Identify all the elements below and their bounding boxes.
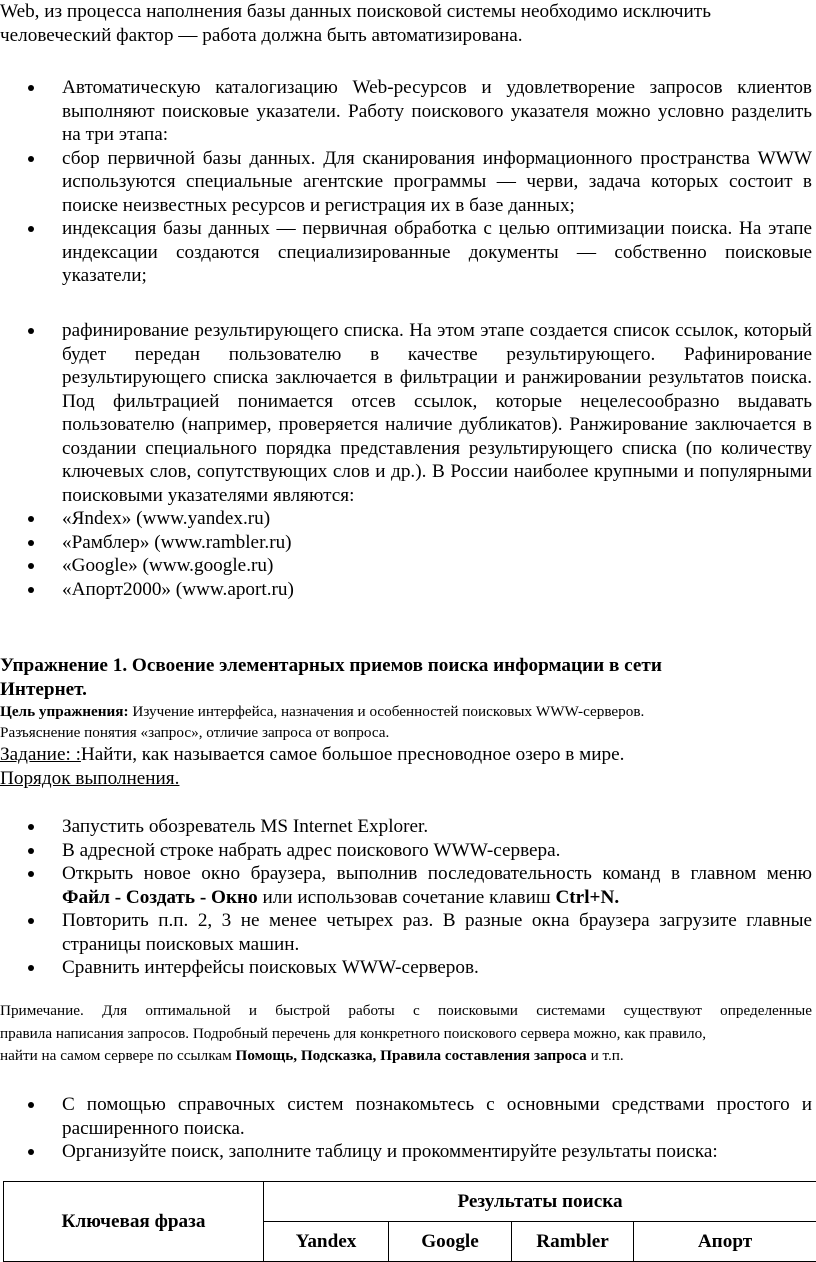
goal-line-1: [0, 701, 812, 722]
bullet-icon: [28, 587, 34, 593]
step-text: В адресной строке набрать адрес поискового WWW-сервера.: [62, 839, 561, 861]
list-item-text: «Рамблер» (www.rambler.ru): [62, 531, 292, 553]
key-phrase-header: Ключевая фраза: [4, 1182, 264, 1262]
list-item: [0, 578, 812, 602]
list-item-text: «Google» (www.google.ru): [62, 555, 274, 576]
intro-line-1: Web, из процесса наполнения базы данных поисковой системы необходимо исключить: [0, 1, 711, 22]
note-paragraph: [0, 1000, 812, 1068]
engine-header: Rambler: [512, 1222, 634, 1262]
list-item-text: Автоматическую каталогизацию Web-ресурсов и удовлетворение запросов клиентов выполняют поисковые указатели. Работу поискового указателя можно условно разделить на три этапа:: [62, 77, 812, 145]
list-item: [0, 862, 812, 909]
task-label: Задание: :: [0, 744, 81, 765]
list-item-text: сбор первичной базы данных. Для сканирования информационного пространства WWW используются специальные агентские программы — черви, задача которых состоит в поиске неизвестных ресурсов и регистрация их в базе данных;: [62, 147, 812, 216]
bullet-icon: [28, 965, 34, 971]
goal-text: Изучение интерфейса, назначения и особенностей поисковых WWW-серверов.: [128, 703, 645, 720]
engine-header: Yandex: [264, 1222, 389, 1262]
list-item: [0, 554, 812, 578]
steps-list: [0, 815, 812, 980]
task-text: Найти, как называется самое большое пресноводное озеро в мире.: [80, 744, 625, 765]
shortcut-keys: Ctrl+N.: [555, 886, 620, 908]
intro-paragraph: [0, 0, 812, 47]
bullet-icon: [28, 226, 34, 232]
note-text: и т.п.: [586, 1047, 624, 1064]
bullet-list-refining: [0, 319, 812, 601]
bullet-icon: [28, 563, 34, 569]
bullet-list-tasks: [0, 1093, 812, 1164]
list-item: [0, 815, 812, 839]
bullet-list-stages: [0, 76, 812, 288]
list-item: [0, 319, 812, 507]
bullet-icon: [28, 540, 34, 546]
intro-line-2: человеческий фактор — работа должна быть автоматизирована.: [0, 24, 523, 46]
engine-header: Google: [389, 1222, 512, 1262]
list-item: [0, 1140, 812, 1164]
exercise-section: [0, 654, 812, 701]
order-label: Порядок выполнения.: [0, 767, 180, 789]
list-item-text: «Апорт2000» (www.aport.ru): [62, 578, 294, 600]
list-item-text: Организуйте поиск, заполните таблицу и прокомментируйте результаты поиска:: [62, 1141, 718, 1162]
list-item-text: «Яndex» (www.yandex.ru): [62, 508, 271, 529]
list-item: [0, 147, 812, 218]
exercise-task: [0, 743, 812, 790]
bullet-icon: [28, 824, 34, 830]
bullet-icon: [28, 328, 34, 334]
exercise-goal: [0, 701, 812, 743]
bullet-icon: [28, 918, 34, 924]
step-text: или использовав сочетание клавиш: [257, 886, 556, 908]
search-results-header: Результаты поиска: [264, 1182, 816, 1222]
step-text: Сравнить интерфейсы поисковых WWW-серверов.: [62, 957, 479, 978]
list-item: [0, 839, 812, 863]
list-item: [0, 76, 812, 147]
goal-line-2: Разъяснение понятия «запрос», отличие запроса от вопроса.: [0, 724, 390, 741]
step-text: Открыть новое окно браузера, выполнив последовательность команд в главном меню: [62, 863, 812, 884]
list-item: [0, 909, 812, 956]
step-text: Запустить обозреватель MS Internet Explorer.: [62, 816, 429, 837]
order-line: [0, 767, 812, 791]
note-text: найти на самом сервере по ссылкам: [0, 1047, 236, 1064]
bullet-icon: [28, 848, 34, 854]
results-table: [3, 1181, 816, 1262]
list-item-text: рафинирование результирующего списка. На этом этапе создается список ссылок, который будет передан пользователю в качестве результирующего. Рафинирование результирующего списка заключается в фильтрации и ранжировании результатов поиска. Под фильтрацией понимается отсев ссылок, которые нецелесообразно выдавать пользователю (например, проверяется наличие дубликатов). Ранжирование заключается в создании специального порядка представления результирующего списка (по количеству ключевых слов, сопутствующих слов и др.). В России наиболее крупными и популярными поисковыми указателями являются:: [62, 320, 812, 506]
list-item: [0, 507, 812, 531]
list-item: [0, 531, 812, 555]
bullet-icon: [28, 871, 34, 877]
goal-label: Цель упражнения:: [0, 703, 129, 720]
list-item-text: индексация базы данных — первичная обработка с целью оптимизации поиска. На этапе индексации создаются специализированные документы — собственно поисковые указатели;: [62, 218, 812, 286]
task-line: [0, 743, 812, 767]
help-links: Помощь, Подсказка, Правила составления запроса: [235, 1047, 587, 1064]
list-item-text: С помощью справочных систем познакомьтесь с основными средствами простого и расширенного поиска.: [62, 1094, 812, 1139]
bullet-icon: [28, 516, 34, 522]
list-item: [0, 217, 812, 288]
engine-header: Апорт: [634, 1222, 816, 1262]
bullet-icon: [28, 1102, 34, 1108]
list-item: [0, 956, 812, 980]
exercise-title-line-2: Интернет.: [0, 678, 87, 700]
step-text: Повторить п.п. 2, 3 не менее четырех раз. В разные окна браузера загрузите главные страницы поисковых машин.: [62, 910, 812, 955]
menu-path: Файл - Создать - Окно: [62, 886, 258, 908]
bullet-icon: [28, 85, 34, 91]
note-line-3: [0, 1045, 812, 1068]
list-item: [0, 1093, 812, 1140]
bullet-icon: [28, 156, 34, 162]
exercise-title-line-1: Упражнение 1. Освоение элементарных приемов поиска информации в сети: [0, 655, 662, 676]
note-line-1: Примечание. Для оптимальной и быстрой работы с поисковыми системами существуют определенные: [0, 1002, 812, 1019]
bullet-icon: [28, 1149, 34, 1155]
note-line-2: правила написания запросов. Подробный перечень для конкретного поискового сервера можно, как правило,: [0, 1024, 706, 1042]
